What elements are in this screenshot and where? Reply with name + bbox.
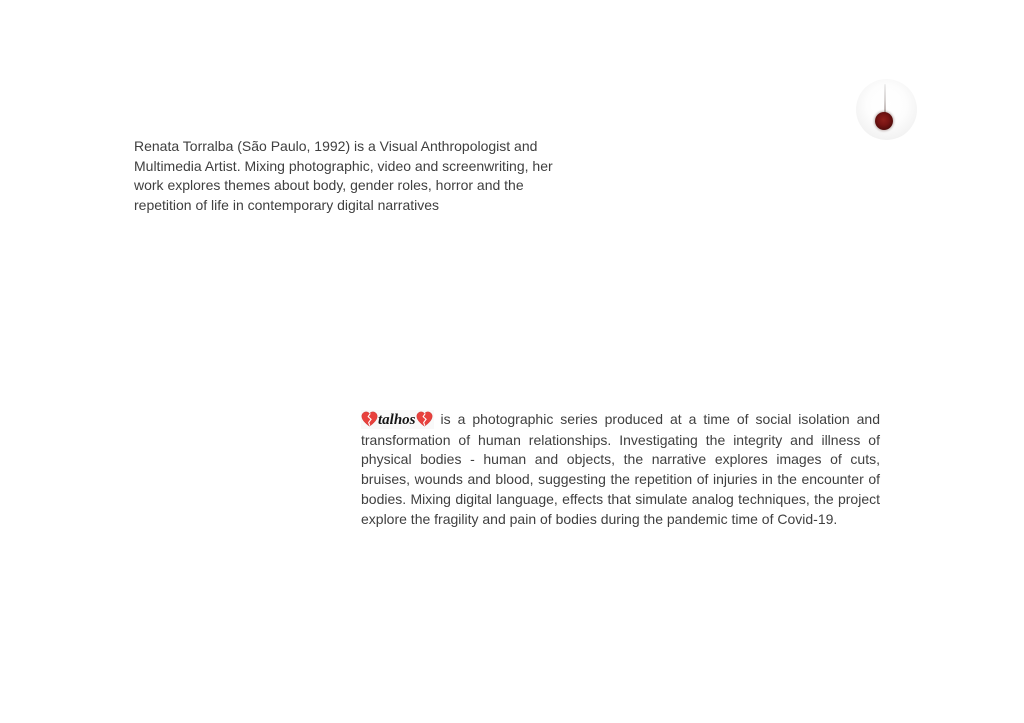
needle-thread	[884, 84, 886, 114]
project-title-group	[361, 410, 434, 429]
artist-bio: Renata Torralba (São Paulo, 1992) is a Visual Anthropologist and Multimedia Artist. Mixing photographic, video and screenwriting, her work explores themes about body, gender roles, horror and the repetition of life in contemporary digital narratives	[134, 138, 553, 214]
broken-heart-icon	[416, 411, 433, 427]
blood-drop	[875, 112, 893, 130]
site-logo-avatar[interactable]	[856, 79, 917, 140]
broken-heart-icon	[361, 411, 378, 427]
project-description	[361, 410, 880, 529]
project-title: talhos	[378, 412, 416, 428]
project-body-text: is a photographic series produced at a time of social isolation and transformation of human relationships. Investigating the integrity and illness of physical bodies - human and objects, the narrative explores images of cuts, bruises, wounds and blood, suggesting the repetition of injuries in the encounter of bodies. Mixing digital language, effects that simulate analog techniques, the project explore the fragility and pain of bodies during the pandemic time of Covid-19.	[361, 411, 880, 527]
